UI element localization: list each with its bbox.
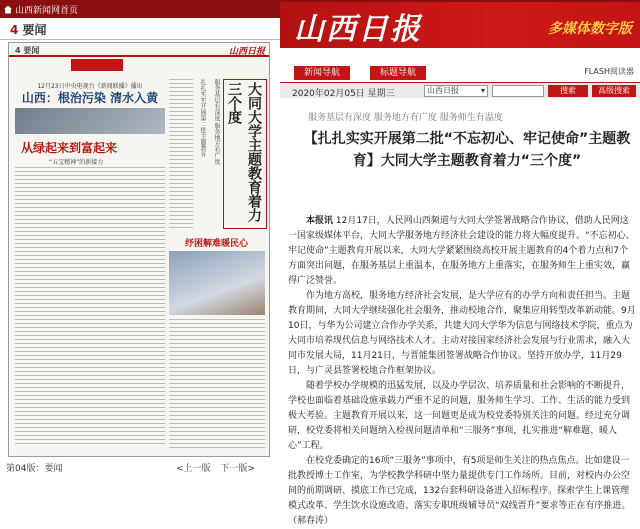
thumb-masthead: [9, 43, 270, 57]
tab-news-nav[interactable]: 新闻导航: [294, 66, 350, 80]
article-title: 【扎扎实实开展第二批“不忘初心、牢记使命”主题教育】大同大学主题教育着力“三个度”: [303, 131, 631, 169]
thumb-headline[interactable]: 山西：根治污染 清水入黄: [21, 91, 159, 105]
thumb-photo: [15, 108, 165, 134]
paragraph-text: 作为地方高校，服务地方经济社会发展，是大学应有的办学方向和责任担当。主题教育期间，大同大学继续强化社会服务，推动校地合作，聚集应用转型改革新动能。9月10日，与华为公司建立合作办学关系，共建大同大学华为信息与网络技术学院，重点为大同市培养现代信息与网络技术人才。主动对接国家经济社会发展与行业需求，融入大同市发展大局，11月21日，与晋能集团签署战略合作协议。坚持开放办学，11月29日，与广灵县签署校地合作框架协议。: [288, 291, 636, 376]
article-paragraph: [288, 289, 636, 379]
thumb-vertical-headline[interactable]: 大同大学主题教育着力三个度: [223, 79, 267, 229]
edition-label: 多媒体数字版: [548, 21, 632, 37]
article-slogan: 服务基层有深度 服务地方有广度 服务师生有温度: [308, 113, 503, 123]
brand-banner: [280, 2, 640, 48]
paper-select[interactable]: 山西日报 ▾: [424, 85, 488, 97]
thumb-masthead-right: 山西日报: [228, 47, 265, 57]
search-button[interactable]: 搜索: [548, 85, 588, 97]
page-header: [0, 18, 280, 40]
thumb-text-column: [169, 79, 193, 229]
page-footer: [0, 460, 280, 474]
paragraph-text: 在校党委确定的16项“三服务”事项中，有5项是师生关注的热点焦点。比如建设一批教授博士工作室，为学校教学科研中坚力量提供专门工作场所。目前，对校内办公空间的前期调研、摸底工作已完成，132台套科研设备进入招标程序。探索学生上课管理模式改革、学生饮水设施改造、落实专职班级辅导员“双线晋升”要求等正在有序推进。（郝春涛）: [288, 456, 631, 526]
flash-reader-link[interactable]: FLASH阅读器: [584, 67, 634, 76]
thumb-headline-2[interactable]: 从绿起来到富起来: [21, 141, 118, 155]
thumb-masthead-left: 4 要闻: [15, 46, 40, 55]
paragraph-text: 随着学校办学规模的迅猛发展，以及办学层次、培养质量和社会影响的不断提升，学校也面临着基础设施承载力严重不足的问题，服务师生学习、工作、生活的能力受到极大考验。主题教育开展以来，这一问题更是成为校党委特别关注的问题。经过充分调研，校党委将相关问题纳入检视问题清单和“三服务”事项，扎实推进“解难题、暖人心”工程。: [288, 381, 631, 451]
thumb-text-block: [15, 167, 165, 447]
next-page-link[interactable]: 下一版>: [220, 464, 256, 474]
page-number-value: 4: [10, 23, 19, 37]
thumb-vertical-sub-2: 扎扎实实开展第二批主题教育: [199, 79, 206, 157]
page-thumbnail[interactable]: [8, 42, 270, 457]
paragraph-lead: 本报讯: [306, 216, 334, 226]
thumb-subhead-2: “五宝精神”的新接力: [49, 159, 104, 166]
prev-page-link[interactable]: <上一版: [176, 464, 211, 474]
article-pane: [280, 48, 640, 526]
footer-page-label[interactable]: 第04版：要闻: [6, 464, 63, 474]
nav-tabs: [294, 66, 426, 80]
thumb-kicker: 12月23日中央电视台《新闻联播》播出: [37, 83, 143, 90]
date-search-bar: [280, 82, 640, 98]
tab-title-nav[interactable]: 标题导航: [370, 66, 426, 80]
page-section: 要闻: [22, 23, 47, 37]
thumb-side-headline[interactable]: 纾困解难暖民心: [185, 239, 249, 249]
newspaper-logo: 山西日报: [294, 12, 422, 47]
home-link-label: 山西新闻网首页: [15, 6, 79, 16]
home-link[interactable]: [4, 3, 78, 16]
advanced-search-button[interactable]: 高级搜索: [592, 85, 636, 97]
home-icon: [4, 6, 12, 14]
page-nav: [176, 461, 255, 474]
article-paragraph: [288, 214, 636, 289]
article-paragraph: [288, 379, 636, 454]
article-body: [288, 214, 636, 529]
thumb-text-block-2: [169, 319, 265, 449]
article-paragraph: [288, 454, 636, 529]
search-input[interactable]: [492, 85, 544, 97]
thumb-badge: [71, 59, 123, 71]
page-preview-pane: [0, 18, 280, 491]
issue-date: 2020年02月05日 星期三: [292, 89, 395, 99]
page-number: [10, 21, 47, 38]
thumb-photo-2: [169, 251, 265, 315]
paragraph-text: 12月17日，人民网山西频道与大同大学签署战略合作协议，借助人民网这一国家级媒体平台，大同大学服务地方经济社会建设的能力将大幅度提升。“不忘初心、牢记使命”主题教育开展以来，大同大学紧紧围绕高校开展主题教育的4个着力点和7个方面突出问题，在服务基层上重温本，在服务地方上重落实，在服务师生上重实效，赢得广泛赞誉。: [288, 216, 635, 286]
thumb-vertical-sub: 服务基层有深度 服务地方有广度: [213, 79, 220, 165]
